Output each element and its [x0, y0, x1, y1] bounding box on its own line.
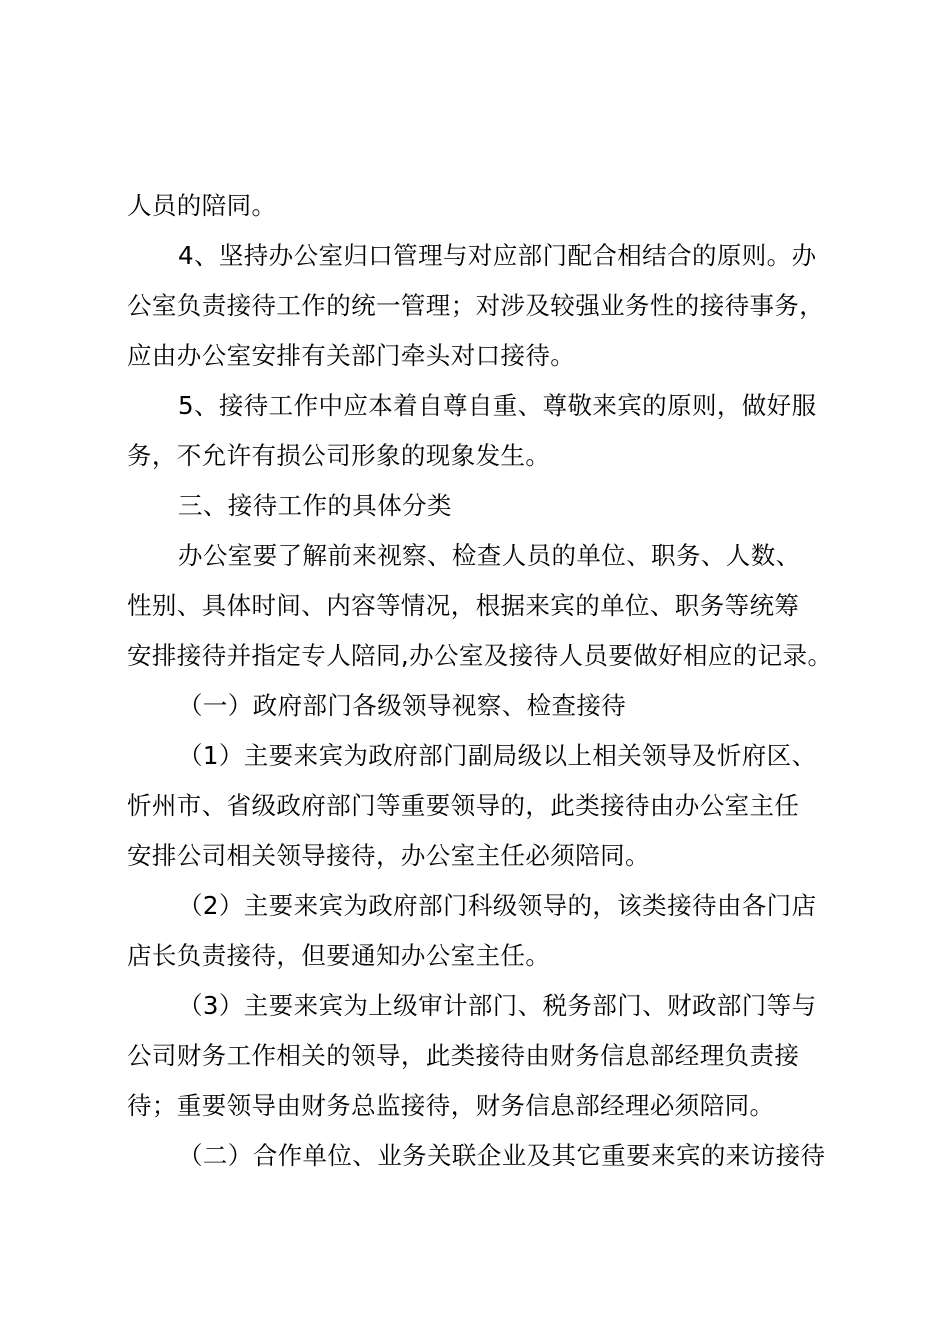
text-line: 4、坚持办公室归口管理与对应部门配合相结合的原则。办: [178, 241, 817, 270]
text-line: 5、接待工作中应本着自尊自重、尊敬来宾的原则，做好服: [178, 391, 817, 420]
text-line: 公司财务工作相关的领导，此类接待由财务信息部经理负责接: [127, 1041, 800, 1070]
text-line: （2）主要来宾为政府部门科级领导的，该类接待由各门店: [178, 891, 817, 920]
text-line: 待；重要领导由财务总监接待，财务信息部经理必须陪同。: [127, 1091, 775, 1120]
subsection-heading: （一）政府部门各级领导视察、检查接待: [178, 691, 627, 720]
text-line: （1）主要来宾为政府部门副局级以上相关领导及忻府区、: [178, 741, 817, 770]
text-line: 忻州市、省级政府部门等重要领导的，此类接待由办公室主任: [127, 791, 800, 820]
text-line: 应由办公室安排有关部门牵头对口接待。: [127, 341, 576, 370]
text-line: 性别、具体时间、内容等情况，根据来宾的单位、职务等统筹: [127, 591, 800, 620]
text-line: 店长负责接待，但要通知办公室主任。: [127, 941, 551, 970]
text-line: 务，不允许有损公司形象的现象发生。: [127, 441, 551, 470]
text-line: （3）主要来宾为上级审计部门、税务部门、财政部门等与: [178, 991, 817, 1020]
text-line: 人员的陪同。: [127, 191, 277, 220]
text-line: 公室负责接待工作的统一管理；对涉及较强业务性的接待事务，: [127, 291, 825, 320]
text-line: 安排接待并指定专人陪同,办公室及接待人员要做好相应的记录。: [127, 641, 833, 670]
subsection-heading: （二）合作单位、业务关联企业及其它重要来宾的来访接待: [178, 1141, 826, 1170]
text-line: 安排公司相关领导接待，办公室主任必须陪同。: [127, 841, 650, 870]
text-line: 办公室要了解前来视察、检查人员的单位、职务、人数、: [178, 541, 801, 570]
section-heading: 三、接待工作的具体分类: [178, 491, 452, 520]
